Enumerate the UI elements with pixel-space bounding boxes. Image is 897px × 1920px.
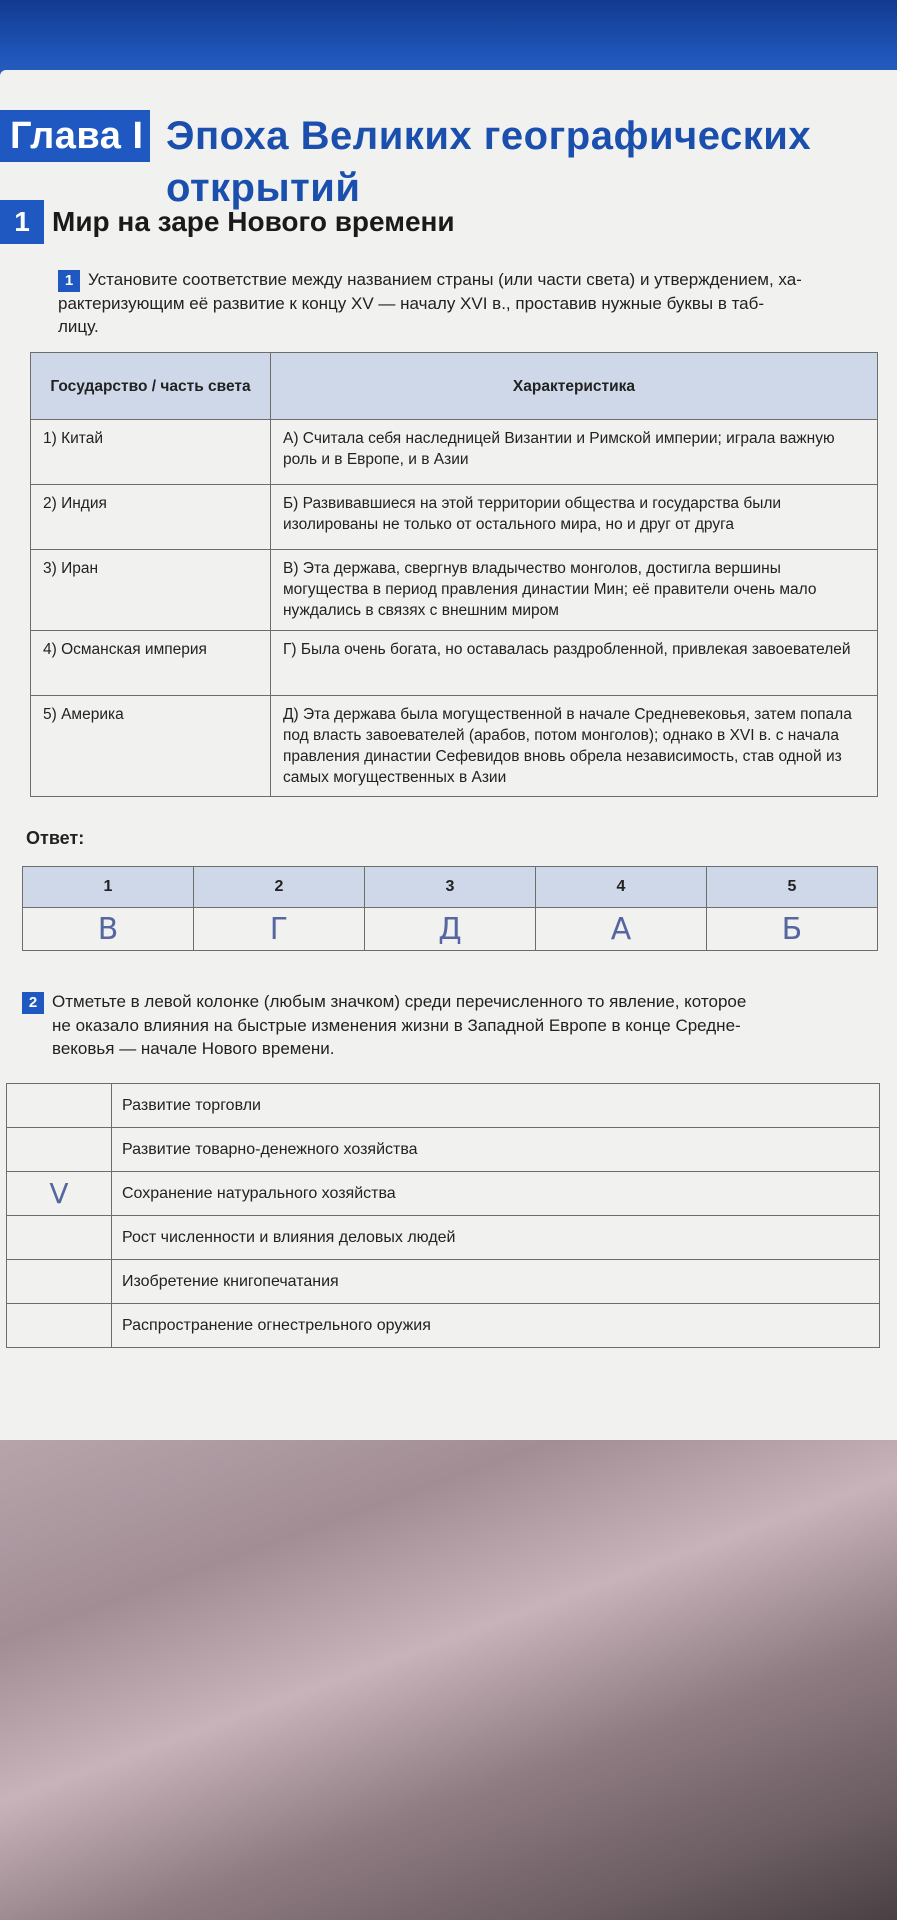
checkmark-cell[interactable] bbox=[7, 1304, 112, 1348]
table-row bbox=[31, 696, 878, 797]
checklist-row bbox=[7, 1216, 880, 1260]
task2-instructions bbox=[22, 990, 882, 1060]
col-header-characteristic: Характеристика bbox=[271, 353, 878, 420]
section-number: 1 bbox=[0, 200, 44, 244]
chapter-title: Эпоха Великих географических открытий bbox=[166, 114, 812, 210]
characteristic-cell: Б) Развивавшиеся на этой территории общества и государства были изолированы не только от остального мира, но и друг от друга bbox=[271, 485, 878, 550]
country-cell: 4) Османская империя bbox=[31, 631, 271, 696]
checklist-label: Изобретение книгопечатания bbox=[112, 1260, 880, 1304]
answer-cell[interactable]: Д bbox=[364, 908, 535, 951]
characteristic-cell: Д) Эта держава была могущественной в начале Средневековья, затем попала под власть завоевателей (арабов, потом монголов); однако в XVI в. с начала правления династии Сефевидов вновь обрела независимость, став одной из самых могущественных в Азии bbox=[271, 696, 878, 797]
country-cell: 3) Иран bbox=[31, 550, 271, 631]
checkmark-cell[interactable] bbox=[7, 1260, 112, 1304]
checklist-row bbox=[7, 1084, 880, 1128]
country-cell: 1) Китай bbox=[31, 420, 271, 485]
answer-col-header: 4 bbox=[535, 867, 706, 908]
checklist-row bbox=[7, 1304, 880, 1348]
answer-cell[interactable]: А bbox=[535, 908, 706, 951]
task1-text-line3: лицу. bbox=[58, 317, 99, 336]
checkmark-cell[interactable] bbox=[7, 1216, 112, 1260]
task2-number: 2 bbox=[22, 992, 44, 1014]
checklist-label: Развитие товарно-денежного хозяйства bbox=[112, 1128, 880, 1172]
task2-text-line2: не оказало влияния на быстрые изменения жизни в Западной Европе в конце Средне- bbox=[52, 1016, 741, 1035]
checklist-table bbox=[6, 1083, 880, 1348]
checklist-label: Распространение огнестрельного оружия bbox=[112, 1304, 880, 1348]
matching-table bbox=[30, 352, 878, 797]
checkmark-cell[interactable]: V bbox=[7, 1172, 112, 1216]
characteristic-cell: А) Считала себя наследницей Византии и Римской империи; играла важную роль и в Европе, и в Азии bbox=[271, 420, 878, 485]
checkmark-cell[interactable] bbox=[7, 1128, 112, 1172]
task1-text-line2: рактеризующим её развитие к концу XV — началу XVI в., проставив нужные буквы в таб- bbox=[58, 294, 765, 313]
checklist-label: Рост численности и влияния деловых людей bbox=[112, 1216, 880, 1260]
answer-label: Ответ: bbox=[26, 828, 85, 848]
answer-col-header: 3 bbox=[364, 867, 535, 908]
country-cell: 2) Индия bbox=[31, 485, 271, 550]
chapter-label: Глава I bbox=[0, 110, 150, 162]
answer-cell[interactable]: Г bbox=[193, 908, 364, 951]
checklist-row bbox=[7, 1128, 880, 1172]
task2-text-line3: вековья — начале Нового времени. bbox=[52, 1039, 335, 1058]
checkmark-cell[interactable] bbox=[7, 1084, 112, 1128]
answer-table bbox=[22, 866, 878, 951]
answer-col-header: 1 bbox=[23, 867, 194, 908]
table-row bbox=[31, 420, 878, 485]
checklist-label: Развитие торговли bbox=[112, 1084, 880, 1128]
answer-col-header: 2 bbox=[193, 867, 364, 908]
section-title: Мир на заре Нового времени bbox=[52, 206, 455, 237]
task1-text-line1: Установите соответствие между названием страны (или части света) и утверждением, ха- bbox=[88, 270, 802, 289]
col-header-country: Государство / часть света bbox=[31, 353, 271, 420]
checklist-row bbox=[7, 1260, 880, 1304]
table-row bbox=[31, 485, 878, 550]
answer-col-header: 5 bbox=[706, 867, 877, 908]
task1-instructions bbox=[58, 268, 878, 338]
chapter-header bbox=[0, 110, 897, 210]
task1-number: 1 bbox=[58, 270, 80, 292]
checklist-label: Сохранение натурального хозяйства bbox=[112, 1172, 880, 1216]
country-cell: 5) Америка bbox=[31, 696, 271, 797]
characteristic-cell: Г) Была очень богата, но оставалась раздробленной, привлекая завоевателей bbox=[271, 631, 878, 696]
background-fabric bbox=[0, 1440, 897, 1920]
table-row bbox=[31, 550, 878, 631]
answer-cell[interactable]: В bbox=[23, 908, 194, 951]
checklist-row bbox=[7, 1172, 880, 1216]
task2-text-line1: Отметьте в левой колонке (любым значком) среди перечисленного то явление, которое bbox=[52, 992, 747, 1011]
characteristic-cell: В) Эта держава, свергнув владычество монголов, достигла вершины могущества в период правления династии Мин; её правители очень мало нуждались в связях с внешним миром bbox=[271, 550, 878, 631]
table-row bbox=[31, 631, 878, 696]
answer-cell[interactable]: Б bbox=[706, 908, 877, 951]
